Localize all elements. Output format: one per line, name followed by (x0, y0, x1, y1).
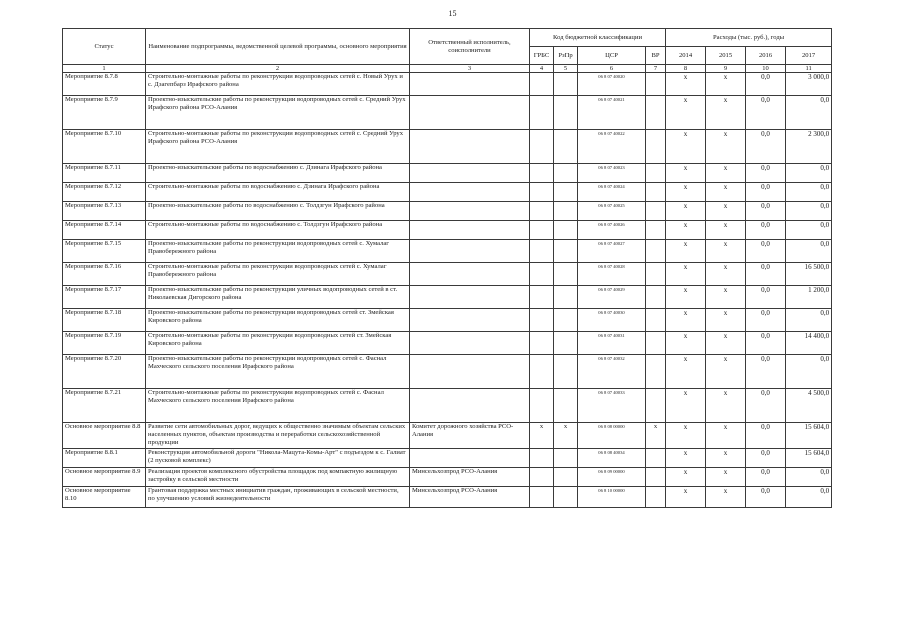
column-index-row (63, 65, 832, 73)
column-index: 2 (146, 65, 410, 73)
column-index: 6 (578, 65, 646, 73)
cell-name: Строительно-монтажные работы по реконструкции водопроводных сетей ст. Змейская Кировского района (146, 332, 410, 355)
cell-2017: 16 500,0 (786, 263, 832, 286)
cell-status: Основное мероприятие 8.8 (63, 423, 146, 449)
cell-rzpr (554, 355, 578, 389)
cell-2016: 0,0 (746, 309, 786, 332)
cell-2014: x (666, 449, 706, 468)
cell-2017: 15 604,0 (786, 423, 832, 449)
cell-rzpr (554, 240, 578, 263)
column-index: 1 (63, 65, 146, 73)
cell-csr: 06 8 07 40029 (578, 286, 646, 309)
cell-vr (646, 355, 666, 389)
cell-2016: 0,0 (746, 263, 786, 286)
header-csr: ЦСР (578, 47, 646, 65)
table-body (63, 73, 832, 508)
cell-executor: Комитет дорожного хозяйства РСО-Алания (410, 423, 530, 449)
cell-2017: 0,0 (786, 309, 832, 332)
cell-2014: x (666, 73, 706, 96)
cell-executor (410, 73, 530, 96)
cell-executor: Минсельхозпрод РСО-Алания (410, 487, 530, 508)
cell-2016: 0,0 (746, 487, 786, 508)
cell-2014: x (666, 286, 706, 309)
cell-2016: 0,0 (746, 332, 786, 355)
cell-grbs (530, 164, 554, 183)
cell-2015: x (706, 487, 746, 508)
cell-grbs (530, 183, 554, 202)
header-name: Наименование подпрограммы, ведомственной целевой программы, основного мероприятия (146, 29, 410, 65)
table-row (63, 355, 832, 389)
cell-status: Мероприятие 8.7.14 (63, 221, 146, 240)
cell-2015: x (706, 96, 746, 130)
cell-2016: 0,0 (746, 240, 786, 263)
cell-executor (410, 130, 530, 164)
cell-status: Мероприятие 8.7.9 (63, 96, 146, 130)
table-row (63, 332, 832, 355)
cell-rzpr (554, 487, 578, 508)
cell-grbs (530, 286, 554, 309)
table-row (63, 389, 832, 423)
cell-rzpr (554, 286, 578, 309)
column-index: 11 (786, 65, 832, 73)
cell-csr: 06 8 07 40025 (578, 202, 646, 221)
cell-executor (410, 96, 530, 130)
cell-2015: x (706, 202, 746, 221)
cell-executor (410, 183, 530, 202)
column-index: 9 (706, 65, 746, 73)
cell-status: Мероприятие 8.7.8 (63, 73, 146, 96)
cell-grbs (530, 221, 554, 240)
page-number: 15 (448, 9, 457, 18)
cell-executor (410, 263, 530, 286)
cell-2016: 0,0 (746, 286, 786, 309)
cell-executor (410, 202, 530, 221)
cell-2017: 0,0 (786, 221, 832, 240)
cell-vr (646, 309, 666, 332)
cell-2017: 0,0 (786, 355, 832, 389)
cell-rzpr (554, 202, 578, 221)
cell-2014: x (666, 423, 706, 449)
cell-status: Основное мероприятие 8.10 (63, 487, 146, 508)
column-index: 4 (530, 65, 554, 73)
cell-2015: x (706, 423, 746, 449)
cell-status: Мероприятие 8.7.17 (63, 286, 146, 309)
cell-vr (646, 332, 666, 355)
budget-table (62, 28, 832, 508)
cell-2015: x (706, 468, 746, 487)
cell-2017: 14 400,0 (786, 332, 832, 355)
column-index: 8 (666, 65, 706, 73)
cell-2017: 0,0 (786, 240, 832, 263)
cell-grbs (530, 73, 554, 96)
cell-rzpr (554, 389, 578, 423)
cell-2017: 15 604,0 (786, 449, 832, 468)
cell-2015: x (706, 240, 746, 263)
cell-grbs (530, 389, 554, 423)
cell-2017: 0,0 (786, 183, 832, 202)
cell-status: Мероприятие 8.7.16 (63, 263, 146, 286)
cell-status: Мероприятие 8.8.1 (63, 449, 146, 468)
cell-2014: x (666, 389, 706, 423)
cell-executor (410, 221, 530, 240)
cell-2014: x (666, 164, 706, 183)
cell-csr: 06 8 07 40026 (578, 221, 646, 240)
column-index: 3 (410, 65, 530, 73)
cell-2014: x (666, 130, 706, 164)
cell-grbs (530, 130, 554, 164)
table-row (63, 468, 832, 487)
table-row (63, 164, 832, 183)
table-row (63, 449, 832, 468)
cell-2016: 0,0 (746, 221, 786, 240)
cell-grbs (530, 309, 554, 332)
cell-2015: x (706, 164, 746, 183)
cell-2017: 0,0 (786, 487, 832, 508)
cell-vr (646, 263, 666, 286)
column-index: 7 (646, 65, 666, 73)
cell-rzpr: x (554, 423, 578, 449)
header-rzpr: РзПр (554, 47, 578, 65)
cell-executor (410, 164, 530, 183)
cell-2017: 4 500,0 (786, 389, 832, 423)
cell-name: Реализация проектов комплексного обустройства площадок под компактную жилищную застройку в сельской местности (146, 468, 410, 487)
cell-2015: x (706, 130, 746, 164)
header-grbs: ГРБС (530, 47, 554, 65)
cell-2014: x (666, 263, 706, 286)
cell-status: Мероприятие 8.7.12 (63, 183, 146, 202)
cell-vr (646, 73, 666, 96)
cell-2016: 0,0 (746, 202, 786, 221)
cell-2014: x (666, 309, 706, 332)
cell-csr: 06 8 07 40023 (578, 164, 646, 183)
header-expenses: Расходы (тыс. руб.), годы (666, 29, 832, 47)
cell-name: Проектно-изыскательские работы по реконструкции водопроводных сетей ст. Змейская Кировского района (146, 309, 410, 332)
table-row (63, 286, 832, 309)
cell-status: Мероприятие 8.7.11 (63, 164, 146, 183)
cell-executor (410, 389, 530, 423)
cell-vr (646, 164, 666, 183)
cell-grbs: x (530, 423, 554, 449)
cell-2016: 0,0 (746, 164, 786, 183)
header-budget-code: Код бюджетной классификации (530, 29, 666, 47)
cell-2015: x (706, 73, 746, 96)
cell-rzpr (554, 96, 578, 130)
table-row (63, 487, 832, 508)
cell-grbs (530, 332, 554, 355)
cell-2017: 0,0 (786, 468, 832, 487)
cell-2017: 2 300,0 (786, 130, 832, 164)
cell-executor (410, 449, 530, 468)
cell-2016: 0,0 (746, 355, 786, 389)
cell-executor (410, 286, 530, 309)
table-row (63, 423, 832, 449)
cell-name: Строительно-монтажные работы по реконструкции водопроводных сетей с. Новый Урух и с. Дзагепбарз Ирафского района (146, 73, 410, 96)
cell-csr: 06 8 07 40031 (578, 332, 646, 355)
cell-grbs (530, 355, 554, 389)
cell-grbs (530, 202, 554, 221)
cell-2016: 0,0 (746, 96, 786, 130)
cell-rzpr (554, 309, 578, 332)
cell-grbs (530, 240, 554, 263)
cell-executor (410, 355, 530, 389)
cell-name: Строительно-монтажные работы по реконструкции водопроводных сетей с. Средний Урух Ирафского района РСО-Алания (146, 130, 410, 164)
column-index: 10 (746, 65, 786, 73)
cell-2015: x (706, 183, 746, 202)
table-row (63, 73, 832, 96)
cell-csr: 06 8 07 40033 (578, 389, 646, 423)
header-2014: 2014 (666, 47, 706, 65)
cell-2015: x (706, 263, 746, 286)
cell-csr: 06 8 07 40021 (578, 96, 646, 130)
cell-vr (646, 286, 666, 309)
cell-csr: 06 8 07 40028 (578, 263, 646, 286)
cell-status: Мероприятие 8.7.19 (63, 332, 146, 355)
cell-name: Проектно-изыскательские работы по реконструкции водопроводных сетей с. Фаснал Махческого сельского поселения Ирафского района (146, 355, 410, 389)
cell-rzpr (554, 164, 578, 183)
cell-name: Строительно-монтажные работы по реконструкции водопроводных сетей с. Хумалаг Правобережного района (146, 263, 410, 286)
cell-vr (646, 487, 666, 508)
cell-csr: 06 8 07 40027 (578, 240, 646, 263)
cell-csr: 06 8 08 40034 (578, 449, 646, 468)
cell-rzpr (554, 332, 578, 355)
cell-grbs (530, 449, 554, 468)
table-row (63, 202, 832, 221)
cell-grbs (530, 96, 554, 130)
cell-executor (410, 332, 530, 355)
cell-csr: 06 8 07 40032 (578, 355, 646, 389)
cell-name: Проектно-изыскательские работы по реконструкции водопроводных сетей с. Средний Урух Ирафского района РСО-Алания (146, 96, 410, 130)
cell-csr: 06 8 08 00000 (578, 423, 646, 449)
cell-executor: Минсельхозпрод РСО-Алания (410, 468, 530, 487)
cell-name: Проектно-изыскательские работы по водоснабжению с. Дзинага Ирафского района (146, 164, 410, 183)
cell-status: Основное мероприятие 8.9 (63, 468, 146, 487)
cell-executor (410, 309, 530, 332)
cell-2014: x (666, 202, 706, 221)
cell-vr (646, 202, 666, 221)
cell-2016: 0,0 (746, 449, 786, 468)
cell-name: Развитие сети автомобильных дорог, ведущих к общественно значимым объектам сельских населенных пунктов, объектам производства и переработки сельскохозяйственной продукции (146, 423, 410, 449)
cell-executor (410, 240, 530, 263)
cell-2016: 0,0 (746, 468, 786, 487)
cell-status: Мероприятие 8.7.20 (63, 355, 146, 389)
cell-vr (646, 221, 666, 240)
cell-vr (646, 96, 666, 130)
cell-2015: x (706, 355, 746, 389)
cell-2016: 0,0 (746, 423, 786, 449)
table-row (63, 240, 832, 263)
table-row (63, 96, 832, 130)
header-status: Статус (63, 29, 146, 65)
header-2015: 2015 (706, 47, 746, 65)
cell-status: Мероприятие 8.7.10 (63, 130, 146, 164)
cell-rzpr (554, 130, 578, 164)
cell-csr: 06 8 07 40030 (578, 309, 646, 332)
cell-rzpr (554, 221, 578, 240)
header-2017: 2017 (786, 47, 832, 65)
cell-csr: 06 8 07 40020 (578, 73, 646, 96)
cell-csr: 06 8 09 00000 (578, 468, 646, 487)
table-row (63, 263, 832, 286)
cell-rzpr (554, 449, 578, 468)
table-row (63, 309, 832, 332)
cell-name: Проектно-изыскательские работы по реконструкции уличных водопроводных сетей в ст. Николаевская Дигорского района (146, 286, 410, 309)
column-index: 5 (554, 65, 578, 73)
cell-2017: 0,0 (786, 164, 832, 183)
cell-csr: 06 8 07 40022 (578, 130, 646, 164)
cell-status: Мероприятие 8.7.21 (63, 389, 146, 423)
cell-vr (646, 389, 666, 423)
cell-2015: x (706, 449, 746, 468)
cell-2016: 0,0 (746, 389, 786, 423)
cell-2017: 0,0 (786, 202, 832, 221)
cell-name: Строительно-монтажные работы по водоснабжению с. Дзинага Ирафского района (146, 183, 410, 202)
cell-2016: 0,0 (746, 130, 786, 164)
cell-name: Грантовая поддержка местных инициатив граждан, проживающих в сельской местности, по улучшению условий жизнедеятельности (146, 487, 410, 508)
cell-rzpr (554, 263, 578, 286)
cell-2016: 0,0 (746, 73, 786, 96)
cell-2017: 0,0 (786, 96, 832, 130)
cell-status: Мероприятие 8.7.15 (63, 240, 146, 263)
cell-2014: x (666, 221, 706, 240)
cell-2015: x (706, 221, 746, 240)
cell-2017: 3 000,0 (786, 73, 832, 96)
cell-vr (646, 130, 666, 164)
table-row (63, 130, 832, 164)
header-executor: Ответственный исполнитель, соисполнители (410, 29, 530, 65)
cell-rzpr (554, 468, 578, 487)
cell-name: Строительно-монтажные работы по реконструкции водопроводных сетей с. Фаснал Махческого сельского поселения Ирафского района (146, 389, 410, 423)
cell-2016: 0,0 (746, 183, 786, 202)
cell-2014: x (666, 96, 706, 130)
cell-2015: x (706, 389, 746, 423)
header-vr: ВР (646, 47, 666, 65)
cell-vr (646, 468, 666, 487)
cell-vr: x (646, 423, 666, 449)
cell-2014: x (666, 240, 706, 263)
cell-name: Проектно-изыскательские работы по реконструкции водопроводных сетей с. Хумалаг Правобережного района (146, 240, 410, 263)
cell-2015: x (706, 309, 746, 332)
cell-name: Реконструкция автомобильной дороги "Никола-Мацута-Комы-Арт" с подъездом к с. Галиат (2 пусковой комплекс) (146, 449, 410, 468)
cell-2014: x (666, 332, 706, 355)
cell-status: Мероприятие 8.7.18 (63, 309, 146, 332)
cell-csr: 06 8 10 00000 (578, 487, 646, 508)
cell-name: Строительно-монтажные работы по водоснабжению с. Толдзгун Ирафского района (146, 221, 410, 240)
cell-2014: x (666, 487, 706, 508)
cell-rzpr (554, 73, 578, 96)
cell-csr: 06 8 07 40024 (578, 183, 646, 202)
cell-vr (646, 183, 666, 202)
table-row (63, 221, 832, 240)
cell-grbs (530, 468, 554, 487)
cell-grbs (530, 487, 554, 508)
cell-2017: 1 200,0 (786, 286, 832, 309)
cell-2014: x (666, 468, 706, 487)
cell-name: Проектно-изыскательские работы по водоснабжению с. Толдзгун Ирафского района (146, 202, 410, 221)
cell-status: Мероприятие 8.7.13 (63, 202, 146, 221)
cell-grbs (530, 263, 554, 286)
cell-vr (646, 449, 666, 468)
cell-vr (646, 240, 666, 263)
table-row (63, 183, 832, 202)
header-2016: 2016 (746, 47, 786, 65)
cell-2015: x (706, 286, 746, 309)
cell-2014: x (666, 183, 706, 202)
cell-2014: x (666, 355, 706, 389)
cell-2015: x (706, 332, 746, 355)
cell-rzpr (554, 183, 578, 202)
